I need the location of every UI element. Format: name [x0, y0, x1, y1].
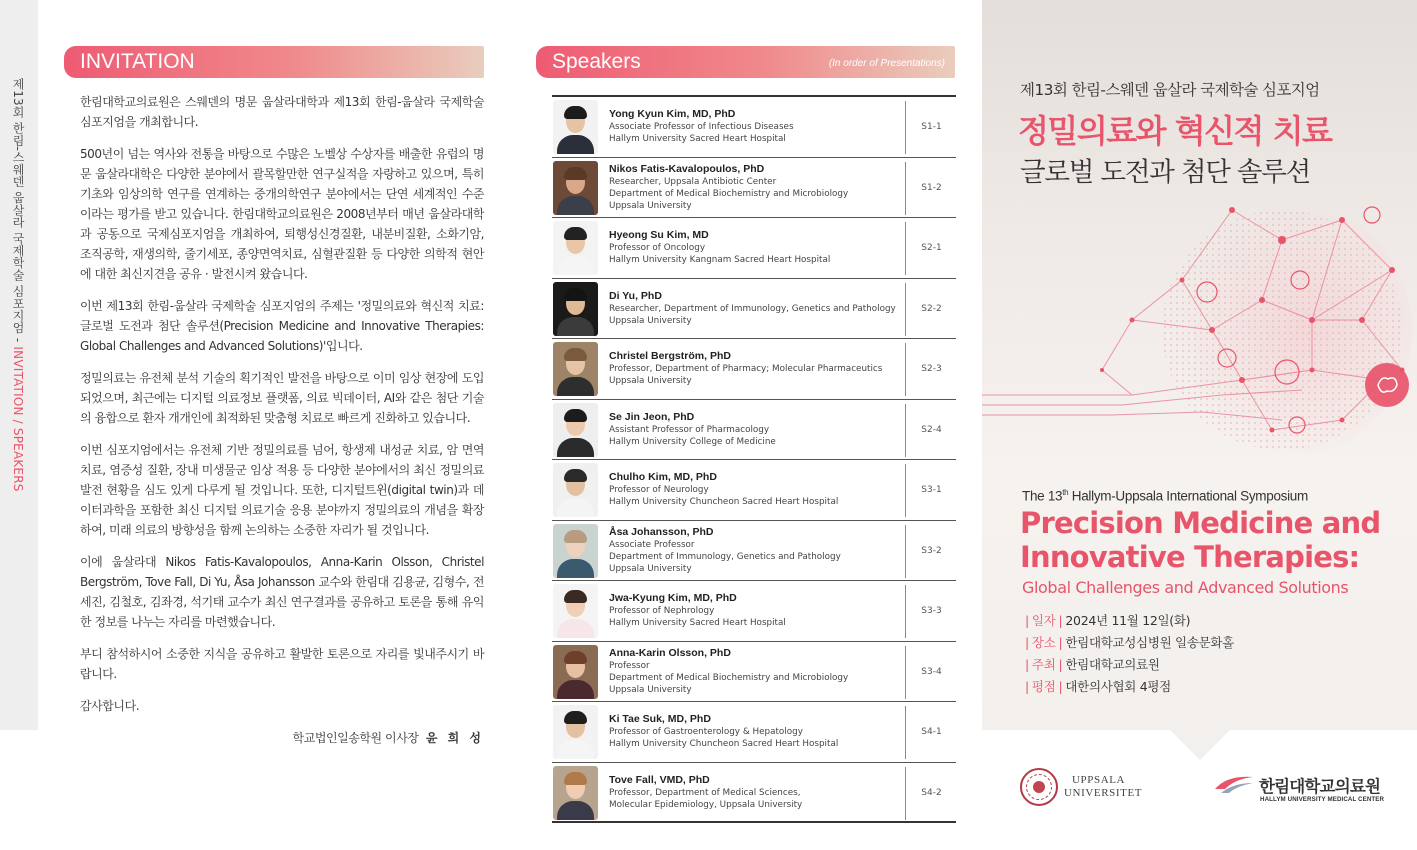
speaker-affiliation: Researcher, Uppsala Antibiotic Center	[609, 176, 777, 187]
speaker-name: Anna-Karin Olsson, PhD	[609, 646, 731, 659]
speaker-affiliation: Professor, Department of Pharmacy; Molecular Pharmaceutics	[609, 364, 883, 374]
cover-en-sup: th	[1062, 488, 1069, 497]
speaker-photo	[553, 766, 598, 820]
speaker-row	[552, 400, 956, 461]
speaker-row	[552, 763, 956, 824]
uppsala-logo-text	[1064, 774, 1142, 800]
invitation-header-label: INVITATION	[80, 50, 195, 73]
speaker-affiliation: Hallym University Chuncheon Sacred Heart Hospital	[609, 497, 839, 507]
cover-en-subtitle	[1022, 488, 1308, 504]
speaker-info	[609, 470, 909, 508]
speaker-name: Jwa-Kyung Kim, MD, PhD	[609, 592, 737, 604]
speakers-order-note: (In order of Presentations)	[828, 58, 945, 69]
speaker-row	[552, 521, 956, 582]
speaker-divider	[905, 283, 906, 336]
hallym-logo-name: 한림대학교의료원	[1259, 777, 1381, 796]
speaker-info	[609, 162, 909, 212]
spine-title	[10, 78, 27, 492]
speaker-name: Hyeong Su Kim, MD	[609, 229, 709, 241]
invitation-header	[64, 46, 484, 78]
network-graphic	[982, 180, 1417, 480]
invitation-paragraph: 500년이 넘는 역사와 전통을 바탕으로 수많은 노벨상 수상자를 배출한 유럽의 명문 웁살라대학은 다양한 분야에서 괄목할만한 연구실적을 자랑하고 있으며, 특히 기초와 임상의학 연구를 연계하는 중개의학연구 분야에서는 단연 세계적인 수준이라는 평가를 받고 있습니다. 한림대학교의료원은 2008년부터 매년 웁살라대학과 공동으로 국제심포지엄을 개최하여, 퇴행성신경질환, 내분비질환, 소화기암, 조직공학, 재생의학, 줄기세포, 종양면역치료, 심혈관질환 등 다양한 의학적 현안에 대한 최신지견을 공유 · 발전시켜 왔습니다.	[80, 147, 484, 281]
hallym-logo-icon	[1213, 773, 1255, 795]
speaker-affiliation: Molecular Epidemiology, Uppsala University	[609, 799, 803, 810]
speaker-affiliation: Associate Professor of Infectious Diseases	[609, 122, 794, 132]
event-detail-label: 일자	[1031, 613, 1056, 628]
speaker-name: Di Yu, PhD	[609, 289, 662, 302]
speaker-divider	[905, 101, 906, 154]
speaker-divider	[905, 646, 906, 699]
speaker-row	[552, 460, 956, 521]
speaker-divider	[905, 222, 906, 275]
speaker-info	[609, 228, 909, 266]
speaker-row	[552, 279, 956, 340]
speaker-row	[552, 97, 956, 158]
speaker-affiliation: Professor	[609, 660, 650, 671]
speaker-info	[609, 773, 909, 811]
speaker-row	[552, 702, 956, 763]
spine-title-accent: INVITATION / SPEAKERS	[11, 342, 25, 492]
session-code: S4-1	[921, 727, 942, 737]
speaker-row	[552, 218, 956, 279]
invitation-paragraph: 이번 심포지엄에서는 유전체 기반 정밀의료를 넘어, 항생제 내성균 치료, 암 면역치료, 염증성 질환, 장내 미생물군 임상 적용 등 다양한 분야에서의 최신 정밀의료 발전 현황을 심도 있게 다루게 될 것입니다. 또한, 디지털트윈(digital twin)과 데이터과학을 포함한 최신 디지털 의료기술 응용 분야까지 정밀의료의 개념을 확장하여, 미래 의료의 방향성을 함께 논의하는 소중한 자리가 될 것입니다.	[80, 443, 484, 537]
event-detail-value: 한림대학교성심병원 일송문화홀	[1065, 635, 1234, 650]
speaker-row	[552, 339, 956, 400]
speaker-row	[552, 581, 956, 642]
speaker-name: Yong Kyun Kim, MD, PhD	[609, 108, 736, 120]
hallym-logo-subtitle: HALLYM UNIVERSITY MEDICAL CENTER	[1260, 796, 1385, 803]
speaker-name: Chulho Kim, MD, PhD	[609, 471, 717, 483]
event-detail-label: 평점	[1031, 679, 1056, 694]
speaker-affiliation: Department of Medical Biochemistry and Microbiology	[609, 672, 849, 683]
speaker-name: Tove Fall, VMD, PhD	[609, 773, 710, 786]
uppsala-seal-icon	[1020, 768, 1058, 806]
speaker-affiliation: Professor, Department of Medical Sciences,	[609, 787, 801, 798]
session-code: S4-2	[921, 787, 942, 798]
session-code: S1-2	[921, 182, 942, 193]
signature-org: 학교법인일송학원 이사장	[292, 731, 419, 745]
event-detail-label: 장소	[1031, 635, 1056, 650]
signature	[80, 728, 484, 748]
speaker-name: Se Jin Jeon, PhD	[609, 410, 695, 423]
cover-en-post: Hallym-Uppsala International Symposium	[1068, 488, 1308, 504]
speaker-affiliation: Professor of Gastroenterology & Hepatology	[609, 727, 803, 737]
event-detail-value: 대한의사협회 4평점	[1065, 679, 1171, 694]
speaker-divider	[905, 525, 906, 578]
speaker-affiliation: Professor of Nephrology	[609, 606, 715, 616]
cover-en-tagline: Global Challenges and Advanced Solutions	[1022, 578, 1349, 597]
uppsala-logo-line-1: UPPSALA	[1072, 774, 1126, 786]
cover-panel	[982, 0, 1417, 730]
speaker-affiliation: Hallym University College of Medicine	[609, 436, 776, 447]
cover-kr-title-2: 글로벌 도전과 첨단 솔루션	[1020, 157, 1311, 188]
event-detail-label: 주최	[1031, 657, 1056, 672]
speaker-info	[609, 646, 909, 696]
session-code: S3-4	[921, 666, 942, 677]
speaker-info	[609, 349, 909, 387]
speaker-affiliation: Hallym University Kangnam Sacred Heart Hospital	[609, 255, 831, 265]
speaker-info	[609, 591, 909, 629]
cover-kr-title: 정밀의료와 혁신적 치료	[1018, 112, 1332, 150]
speaker-affiliation: Uppsala University	[609, 315, 692, 326]
speaker-photo	[553, 524, 598, 578]
speaker-affiliation: Uppsala University	[609, 376, 692, 386]
speaker-name: Nikos Fatis-Kavalopoulos, PhD	[609, 162, 765, 175]
uppsala-logo-line-2: UNIVERSITET	[1064, 787, 1143, 799]
speaker-divider	[905, 343, 906, 396]
cover-en-pre: The 13	[1022, 488, 1063, 504]
invitation-paragraph: 이번 제13회 한림-웁살라 국제학술 심포지엄의 주제는 '정밀의료와 혁신적 치료: 글로벌 도전과 첨단 솔루션(Precision Medicine and Innovative Therapies: Global Challenges and Advanced Solutions)'입니다.	[80, 299, 484, 353]
speaker-info	[609, 289, 909, 327]
speaker-list	[552, 95, 956, 823]
session-code: S2-1	[921, 243, 942, 253]
event-detail-row: | 장소 | 한림대학교성심병원 일송문화홀	[1025, 635, 1234, 650]
speaker-affiliation: Hallym University Sacred Heart Hospital	[609, 134, 786, 144]
speaker-row	[552, 158, 956, 219]
speaker-divider	[905, 706, 906, 759]
invitation-paragraph: 정밀의료는 유전체 분석 기술의 획기적인 발전을 바탕으로 이미 임상 현장에 도입 되었으며, 최근에는 디지털 의료정보 플랫폼, 의료 빅데이터, AI와 같은 첨단 기술의 융합으로 환자 개개인에 최적화된 맞춤형 치료로 빠르게 진화하고 있습니다.	[80, 371, 484, 425]
speaker-row	[552, 642, 956, 703]
cover-en-title	[1020, 506, 1380, 574]
speaker-affiliation: Uppsala University	[609, 684, 692, 695]
spine-panel	[0, 0, 38, 730]
cover-en-title-line-1: Precision Medicine and	[1020, 506, 1381, 540]
speakers-header	[536, 46, 955, 78]
speaker-photo	[553, 584, 598, 638]
speaker-affiliation: Professor of Neurology	[609, 485, 709, 495]
event-detail-row: | 일자 | 2024년 11월 12일(화)	[1025, 613, 1191, 628]
session-code: S3-2	[921, 545, 942, 556]
speaker-divider	[905, 464, 906, 517]
session-code: S1-1	[921, 122, 942, 132]
speaker-info	[609, 525, 909, 575]
invitation-paragraph: 부디 참석하시어 소중한 지식을 공유하고 활발한 토론으로 자리를 빛내주시기 바랍니다.	[80, 647, 484, 681]
session-code: S2-2	[921, 303, 942, 314]
speaker-photo	[553, 221, 598, 275]
speaker-affiliation: Assistant Professor of Pharmacology	[609, 424, 770, 435]
speaker-affiliation: Hallym University Chuncheon Sacred Heart Hospital	[609, 739, 839, 749]
speaker-photo	[553, 282, 598, 336]
speaker-divider	[905, 404, 906, 457]
speaker-name: Christel Bergström, PhD	[609, 350, 731, 362]
speaker-photo	[553, 342, 598, 396]
speaker-name: Ki Tae Suk, MD, PhD	[609, 713, 711, 725]
speaker-affiliation: Uppsala University	[609, 200, 692, 211]
speaker-name: Åsa Johansson, PhD	[609, 525, 714, 538]
speaker-affiliation: Department of Immunology, Genetics and Pathology	[609, 551, 841, 562]
speaker-info	[609, 107, 909, 145]
event-detail-value: 한림대학교의료원	[1065, 657, 1160, 672]
event-details	[1022, 610, 1234, 698]
invitation-body	[80, 92, 484, 748]
speakers-header-label: Speakers	[552, 50, 641, 73]
spine-title-main: 제13회 한림-스웨덴 웁살라 국제학술 심포지엄 -	[11, 78, 25, 343]
event-detail-value: 2024년 11월 12일(화)	[1065, 613, 1191, 628]
session-code: S3-1	[921, 485, 942, 495]
invitation-paragraph: 감사합니다.	[80, 699, 140, 713]
speaker-divider	[905, 767, 906, 820]
signature-name: 윤 희 성	[425, 731, 484, 745]
cover-kr-subtitle: 제13회 한림-스웨덴 웁살라 국제학술 심포지엄	[1020, 81, 1320, 99]
speaker-photo	[553, 403, 598, 457]
invitation-paragraph: 한림대학교의료원은 스웨덴의 명문 웁살라대학과 제13회 한림-웁살라 국제학술 심포지엄을 개최합니다.	[80, 95, 484, 129]
speaker-affiliation: Hallym University Sacred Heart Hospital	[609, 618, 786, 628]
speaker-affiliation: Department of Medical Biochemistry and Microbiology	[609, 188, 849, 199]
speaker-photo	[553, 100, 598, 154]
invitation-paragraph: 이에 웁살라대 Nikos Fatis-Kavalopoulos, Anna-Karin Olsson, Christel Bergström, Tove Fall, Di Yu, Åsa Johansson 교수와 한림대 김용균, 김형수, 전세진, 김철호, 김좌경, 석기태 교수가 최신 연구결과를 공유하고 토론을 통해 유익한 정보를 나누는 자리를 마련했습니다.	[80, 555, 484, 629]
cover-notch	[1170, 730, 1230, 760]
speaker-photo	[553, 463, 598, 517]
speaker-photo	[553, 705, 598, 759]
cover-en-title-line-2: Innovative Therapies:	[1020, 540, 1360, 574]
speaker-affiliation: Professor of Oncology	[609, 243, 706, 253]
speaker-affiliation: Uppsala University	[609, 563, 692, 574]
speaker-photo	[553, 161, 598, 215]
speaker-photo	[553, 645, 598, 699]
speaker-divider	[905, 585, 906, 638]
session-code: S2-4	[921, 424, 942, 435]
speaker-info	[609, 410, 909, 448]
session-code: S2-3	[921, 364, 942, 374]
speaker-affiliation: Associate Professor	[609, 539, 695, 550]
speaker-info	[609, 712, 909, 750]
speaker-divider	[905, 162, 906, 215]
event-detail-row: | 평점 | 대한의사협회 4평점	[1025, 679, 1171, 694]
session-code: S3-3	[921, 606, 942, 616]
speaker-affiliation: Researcher, Department of Immunology, Genetics and Pathology	[609, 303, 896, 314]
event-detail-row: | 주최 | 한림대학교의료원	[1025, 657, 1160, 672]
